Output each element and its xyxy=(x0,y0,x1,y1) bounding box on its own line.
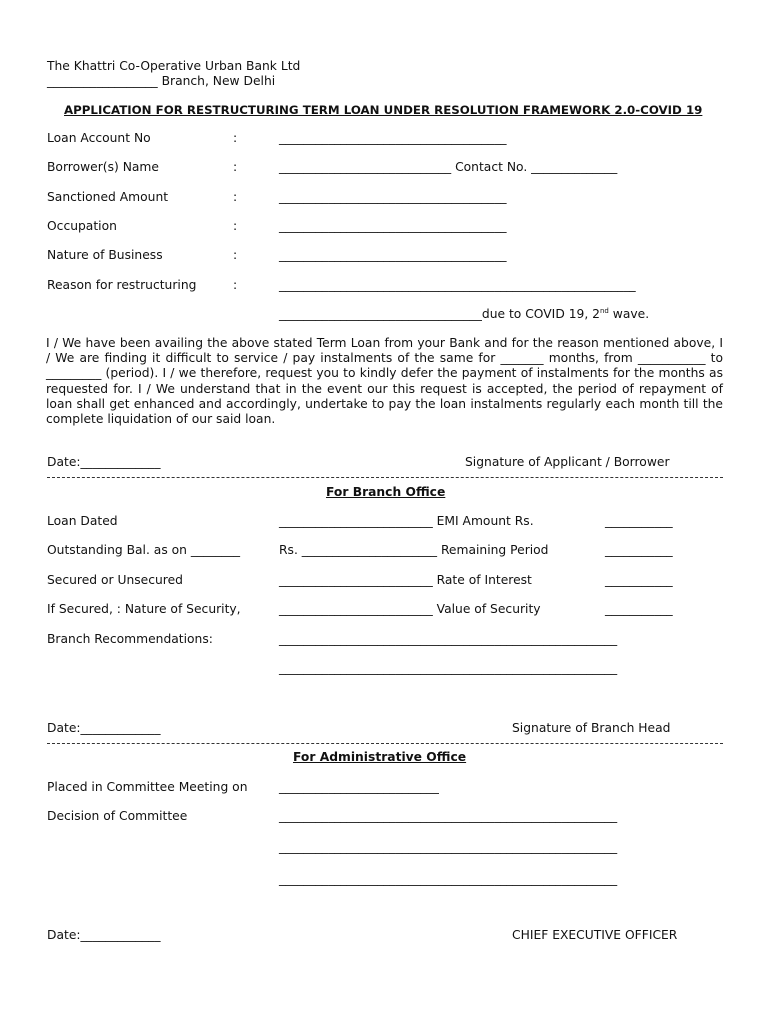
loan-account-label: Loan Account No xyxy=(47,131,151,145)
loan-dated-field[interactable]: _________________________ EMI Amount Rs. xyxy=(279,514,534,528)
admin-date-field[interactable]: Date:_____________ xyxy=(47,928,161,942)
secured-field[interactable]: _________________________ Rate of Interest xyxy=(279,573,532,587)
branch-recommendations-field-2[interactable]: _______________________________________________________ xyxy=(279,661,618,675)
sanctioned-amount-field[interactable]: _____________________________________ xyxy=(279,190,507,204)
borrower-name-field[interactable]: ____________________________ Contact No. ______________ xyxy=(279,160,618,174)
decision-field-2[interactable]: _______________________________________________________ xyxy=(279,840,618,854)
branch-line: __________________ Branch, New Delhi xyxy=(47,74,276,88)
secured-label: Secured or Unsecured xyxy=(47,573,183,587)
reason-label: Reason for restructuring xyxy=(47,278,197,292)
committee-meeting-field[interactable]: __________________________ xyxy=(279,780,439,794)
branch-head-signature-label: Signature of Branch Head xyxy=(512,721,671,735)
nature-of-security-field[interactable]: _________________________ Value of Security xyxy=(279,602,541,616)
applicant-date-field[interactable]: Date:_____________ xyxy=(47,455,161,469)
colon: : xyxy=(233,219,238,233)
admin-office-heading: For Administrative Office xyxy=(293,750,467,764)
decision-field-3[interactable]: _______________________________________________________ xyxy=(279,872,618,886)
remaining-period-field[interactable]: ___________ xyxy=(605,543,673,557)
nature-of-security-label: If Secured, : Nature of Security, xyxy=(47,602,241,616)
reason-field-continued[interactable]: _________________________________due to COVID 19, 2nd wave. xyxy=(279,306,650,321)
colon: : xyxy=(233,278,238,292)
occupation-label: Occupation xyxy=(47,219,117,233)
section-divider xyxy=(47,743,723,744)
rate-of-interest-field[interactable]: ___________ xyxy=(605,573,673,587)
declaration-text: I / We have been availing the above stated Term Loan from your Bank and for the reason mentioned above, I / We are finding it difficult to service / pay instalments of the same for _______ months, from ___________ to _________ (period). I / we therefore, request you to kindly defer the payment of instalments for the months as requested for. I / We understand that in the event our this request is accepted, the period of repayment of loan shall get enhanced and accordingly, undertake to pay the loan instalments regularly each month till the complete liquidation of our said loan. xyxy=(46,336,723,427)
section-divider xyxy=(47,477,723,478)
form-title: APPLICATION FOR RESTRUCTURING TERM LOAN UNDER RESOLUTION FRAMEWORK 2.0-COVID 19 xyxy=(64,103,703,117)
colon: : xyxy=(233,160,238,174)
colon: : xyxy=(233,131,238,145)
branch-recommendations-field[interactable]: _______________________________________________________ xyxy=(279,632,618,646)
ceo-signature-label: CHIEF EXECUTIVE OFFICER xyxy=(512,928,678,942)
loan-account-field[interactable]: _____________________________________ xyxy=(279,131,507,145)
borrower-name-label: Borrower(s) Name xyxy=(47,160,159,174)
decision-label: Decision of Committee xyxy=(47,809,188,823)
branch-recommendations-label: Branch Recommendations: xyxy=(47,632,213,646)
reason-field[interactable]: __________________________________________________________ xyxy=(279,278,636,292)
sanctioned-amount-label: Sanctioned Amount xyxy=(47,190,169,204)
loan-dated-label: Loan Dated xyxy=(47,514,118,528)
decision-field-1[interactable]: _______________________________________________________ xyxy=(279,809,618,823)
applicant-signature-label: Signature of Applicant / Borrower xyxy=(465,455,670,469)
colon: : xyxy=(233,248,238,262)
bank-name: The Khattri Co-Operative Urban Bank Ltd xyxy=(47,59,301,73)
nature-of-business-label: Nature of Business xyxy=(47,248,163,262)
emi-amount-field[interactable]: ___________ xyxy=(605,514,673,528)
occupation-field[interactable]: _____________________________________ xyxy=(279,219,507,233)
branch-office-heading: For Branch Office xyxy=(326,485,446,499)
nature-of-business-field[interactable]: _____________________________________ xyxy=(279,248,507,262)
colon: : xyxy=(233,190,238,204)
value-of-security-field[interactable]: ___________ xyxy=(605,602,673,616)
outstanding-balance-field[interactable]: Rs. ______________________ Remaining Period xyxy=(279,543,549,557)
outstanding-balance-label[interactable]: Outstanding Bal. as on ________ xyxy=(47,543,241,557)
branch-date-field[interactable]: Date:_____________ xyxy=(47,721,161,735)
committee-meeting-label: Placed in Committee Meeting on xyxy=(47,780,248,794)
